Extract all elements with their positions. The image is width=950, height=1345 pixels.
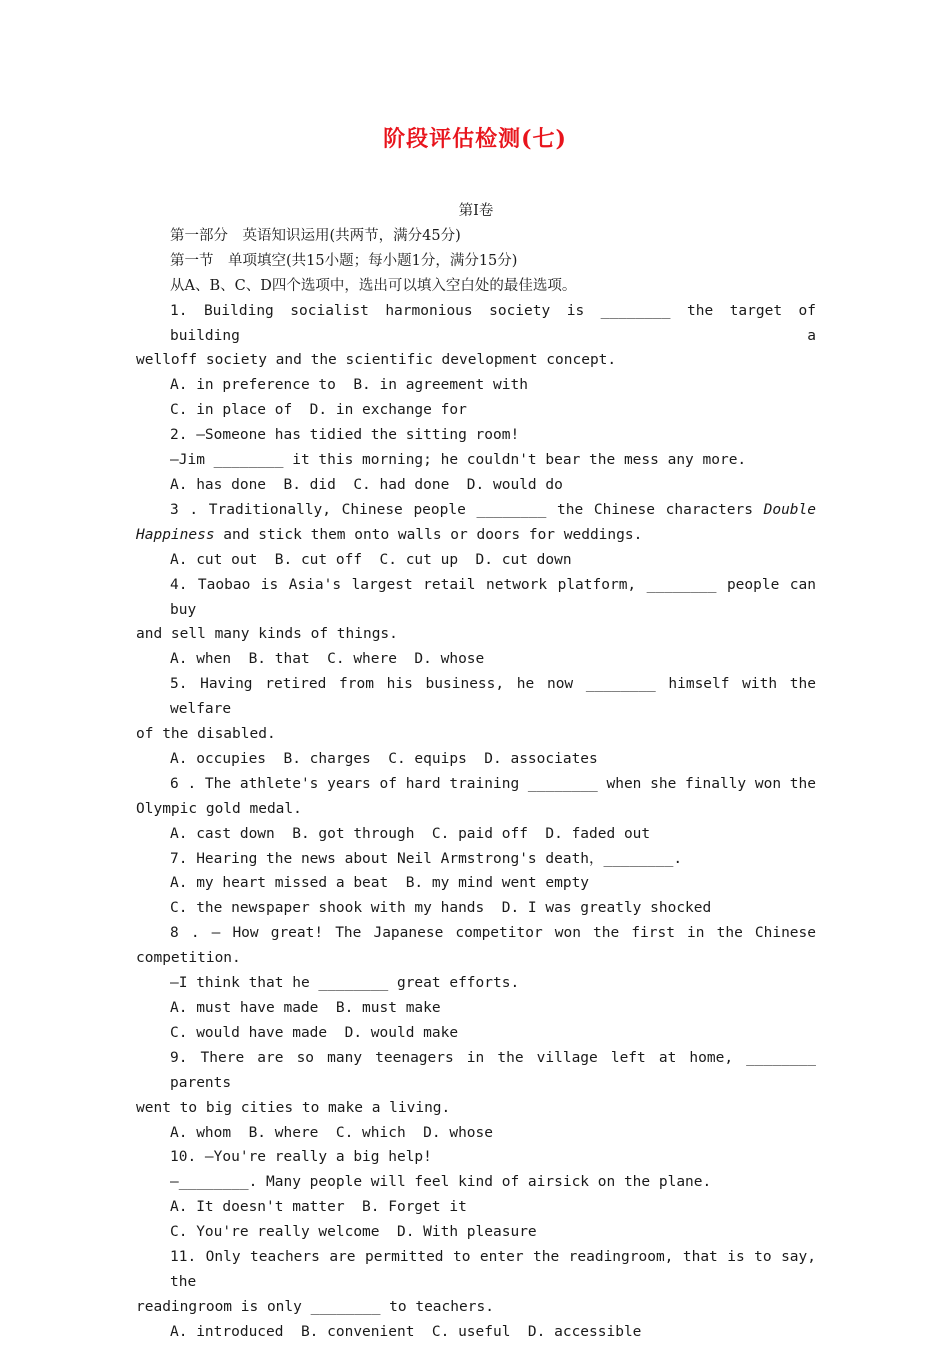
question-6-line-2: Olympic gold medal. [136, 800, 302, 817]
question-3-line-1-text: 3 . Traditionally, Chinese people ________ the Chinese characters [170, 501, 764, 518]
exam-content [136, 199, 816, 1345]
question-10-options-cd: C. You're really welcome D. With pleasure [170, 1224, 537, 1241]
question-5-line-2: of the disabled. [136, 726, 276, 743]
question-3-line-2-text: and stick them onto walls or doors for weddings. [214, 526, 643, 543]
question-1-options-ab: A. in preference to B. in agreement with [170, 377, 528, 394]
question-3-options: A. cut out B. cut off C. cut up D. cut down [170, 551, 572, 568]
question-7-options-ab: A. my heart missed a beat B. my mind went empty [170, 875, 590, 892]
question-2-options: A. has done B. did C. had done D. would do [170, 476, 563, 493]
question-11-line-2: readingroom is only ________ to teachers. [136, 1298, 494, 1315]
section-heading: 第一节 单项填空(共15小题；每小题1分，满分15分) [170, 252, 518, 269]
question-2-line-1: 2. —Someone has tidied the sitting room! [170, 427, 520, 444]
question-6-options: A. cast down B. got through C. paid off D. faded out [170, 825, 651, 842]
question-9-line-1: 9. There are so many teenagers in the village left at home, ________ parents [170, 1049, 816, 1091]
volume-heading: 第Ⅰ卷 [458, 203, 494, 219]
question-10-options-ab: A. It doesn't matter B. Forget it [170, 1199, 467, 1216]
instruction-text: 从A、B、C、D四个选项中，选出可以填入空白处的最佳选项。 [170, 277, 577, 294]
question-8-options-cd: C. would have made D. would make [170, 1024, 459, 1041]
question-8-options-ab: A. must have made B. must make [170, 1000, 441, 1016]
question-7-options-cd: C. the newspaper shook with my hands D. I was greatly shocked [170, 900, 712, 917]
question-3-italic-title-1: Double [763, 501, 816, 518]
question-4-line-2: and sell many kinds of things. [136, 626, 398, 643]
question-2-line-2: —Jim ________ it this morning; he couldn't bear the mess any more. [170, 452, 747, 469]
question-4-options: A. when B. that C. where D. whose [170, 651, 485, 668]
question-5-options: A. occupies B. charges C. equips D. associates [170, 750, 598, 767]
page-title: 阶段评估检测(七) [383, 126, 567, 152]
question-4-line-1: 4. Taobao is Asia's largest retail network platform, ________ people can buy [170, 576, 816, 618]
part-heading: 第一部分 英语知识运用(共两节，满分45分) [170, 227, 461, 244]
question-8-line-2: competition. [136, 950, 241, 967]
question-3-line-2 [136, 523, 816, 548]
question-10-line-2: —________. Many people will feel kind of airsick on the plane. [170, 1174, 712, 1191]
question-3-line-1 [136, 498, 816, 523]
question-3-italic-title-2: Happiness [136, 526, 215, 543]
question-6-line-1: 6 . The athlete's years of hard training ________ when she finally won the [170, 775, 817, 792]
question-9-options: A. whom B. where C. which D. whose [170, 1124, 494, 1141]
question-9-line-2: went to big cities to make a living. [136, 1099, 451, 1116]
question-7-line-1: 7. Hearing the news about Neil Armstrong's death，________. [170, 850, 683, 867]
question-8-line-3: —I think that he ________ great efforts. [170, 975, 520, 992]
question-11-options: A. introduced B. convenient C. useful D. accessible [170, 1323, 642, 1340]
question-10-line-1: 10. —You're really a big help! [170, 1149, 432, 1166]
question-11-line-1: 11. Only teachers are permitted to enter the readingroom, that is to say, the [170, 1249, 816, 1290]
question-1-line-2: welloff society and the scientific development concept. [136, 352, 617, 369]
question-8-line-1: 8 . — How great! The Japanese competitor won the first in the Chinese [170, 925, 816, 942]
question-5-line-1: 5. Having retired from his business, he now ________ himself with the welfare [170, 676, 816, 718]
question-1-line-1: 1. Building socialist harmonious society is ________ the target of building a [170, 302, 816, 344]
question-1-options-cd: C. in place of D. in exchange for [170, 402, 467, 419]
